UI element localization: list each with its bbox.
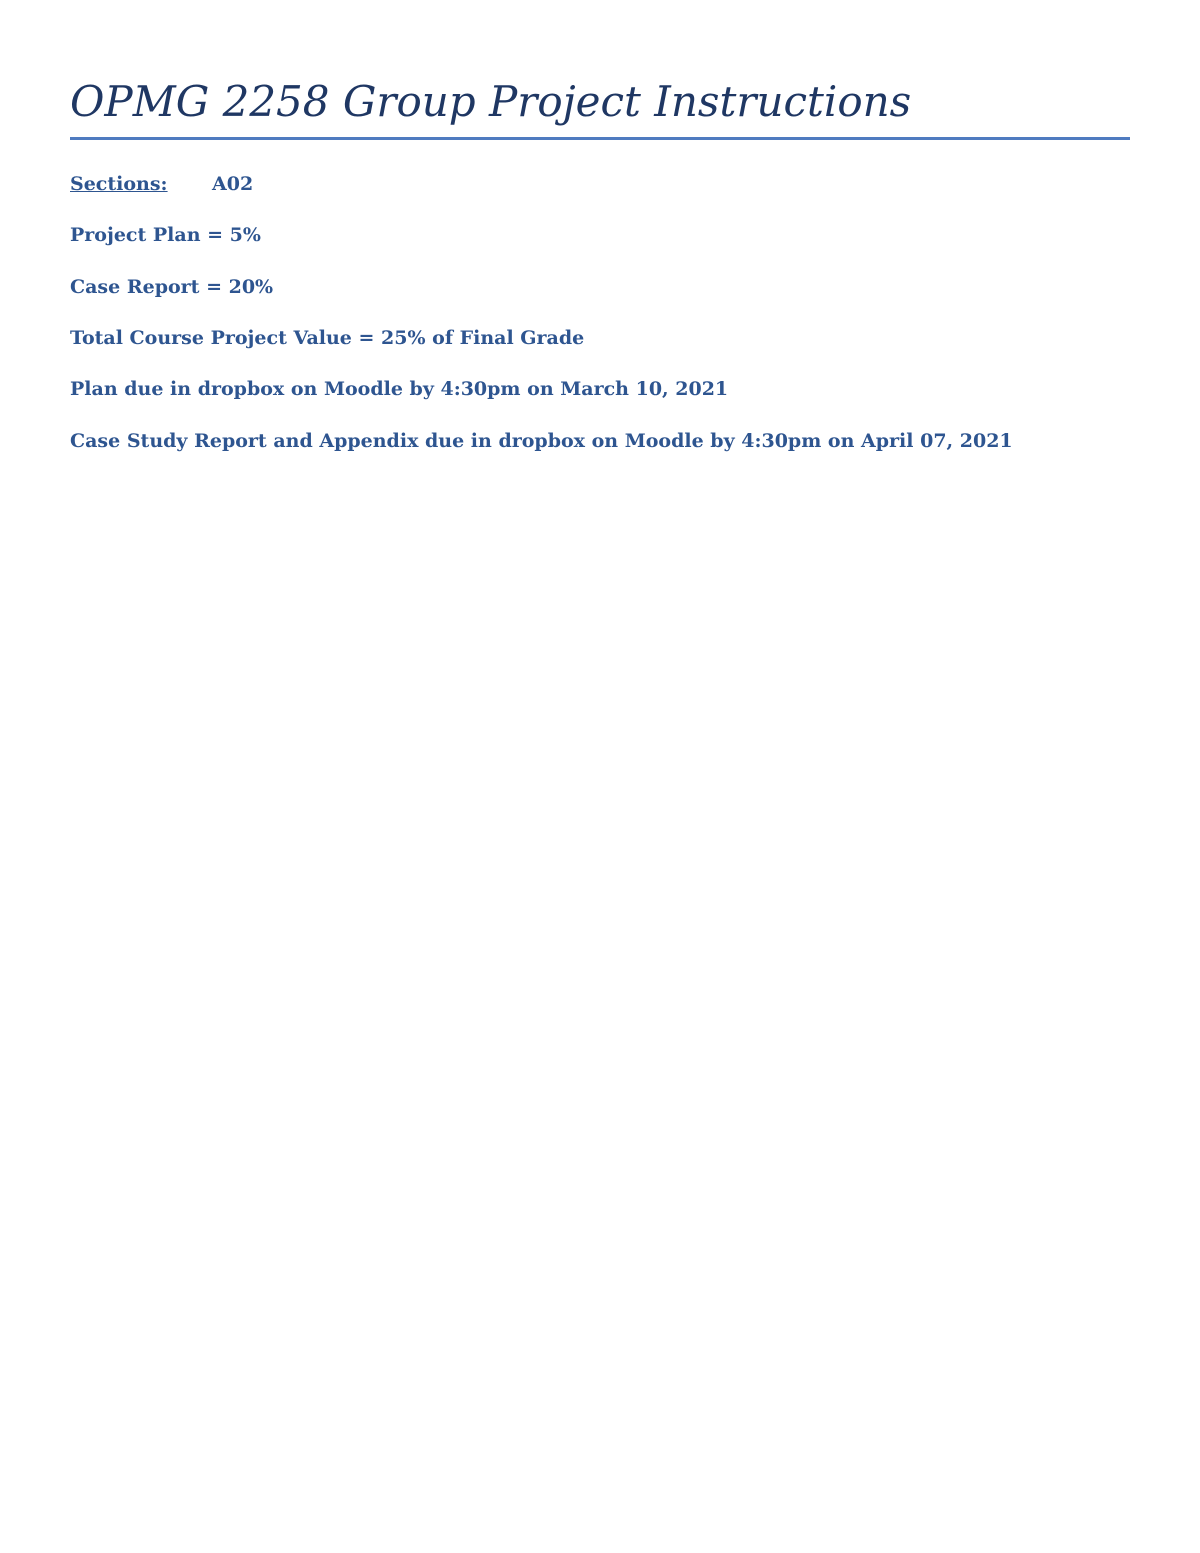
project-plan-weight: Project Plan = 5% xyxy=(70,224,261,246)
report-due-date: Case Study Report and Appendix due in dropbox on Moodle by 4:30pm on April 07, 2021 xyxy=(70,430,1013,452)
title-underline-rule xyxy=(70,137,1130,140)
plan-due-date: Plan due in dropbox on Moodle by 4:30pm on March 10, 2021 xyxy=(70,378,729,400)
sections-value: A02 xyxy=(212,173,254,195)
case-report-weight: Case Report = 20% xyxy=(70,276,274,298)
total-project-value: Total Course Project Value = 25% of Final Grade xyxy=(70,327,585,349)
sections-line xyxy=(70,171,253,197)
sections-label: Sections: xyxy=(70,173,168,195)
document-title: OPMG 2258 Group Project Instructions xyxy=(70,77,912,126)
